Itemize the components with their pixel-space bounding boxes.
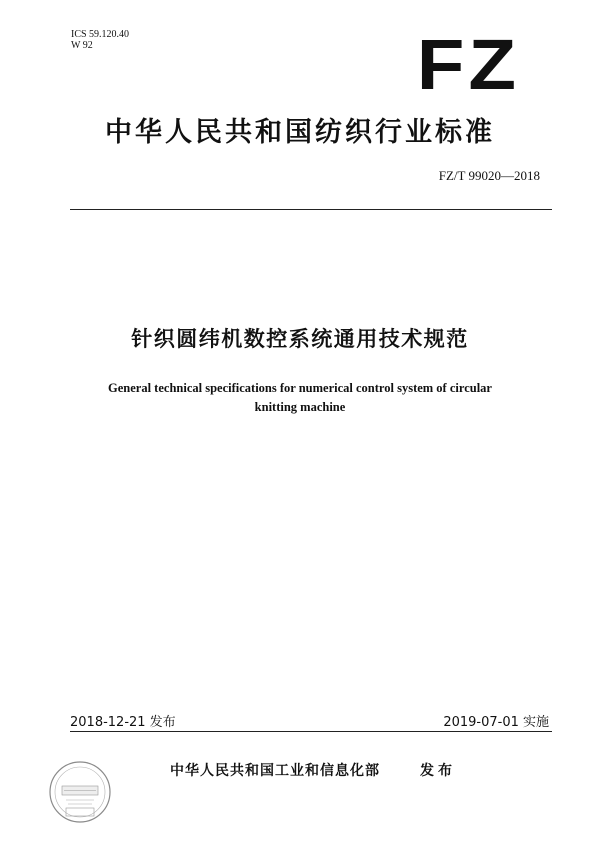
publish-action: 发布 bbox=[420, 763, 456, 779]
classification-codes bbox=[71, 29, 129, 51]
top-divider bbox=[70, 209, 552, 210]
title-en-line-2: knitting machine bbox=[254, 400, 346, 414]
document-title-en bbox=[60, 379, 540, 417]
fz-logo: FZ bbox=[416, 23, 520, 105]
ics-code: ICS 59.120.40 bbox=[71, 29, 130, 40]
issue-date: 2018-12-21 发布 bbox=[70, 715, 176, 730]
document-title-cn: 针织圆纬机数控系统通用技术规范 bbox=[131, 327, 469, 351]
standard-category-title: 中华人民共和国纺织行业标准 bbox=[105, 117, 495, 148]
title-en-line-1: General technical specifications for numerical control system of circular bbox=[108, 381, 492, 395]
bottom-divider bbox=[70, 731, 552, 732]
publisher: 中华人民共和国工业和信息化部 bbox=[170, 763, 380, 779]
anti-counterfeit-stamp bbox=[48, 760, 112, 824]
standard-code: FZ/T 99020—2018 bbox=[438, 168, 540, 183]
stamp-seal-icon bbox=[48, 760, 112, 824]
ccs-code: W 92 bbox=[71, 40, 93, 51]
implementation-date: 2019-07-01 实施 bbox=[443, 715, 549, 730]
